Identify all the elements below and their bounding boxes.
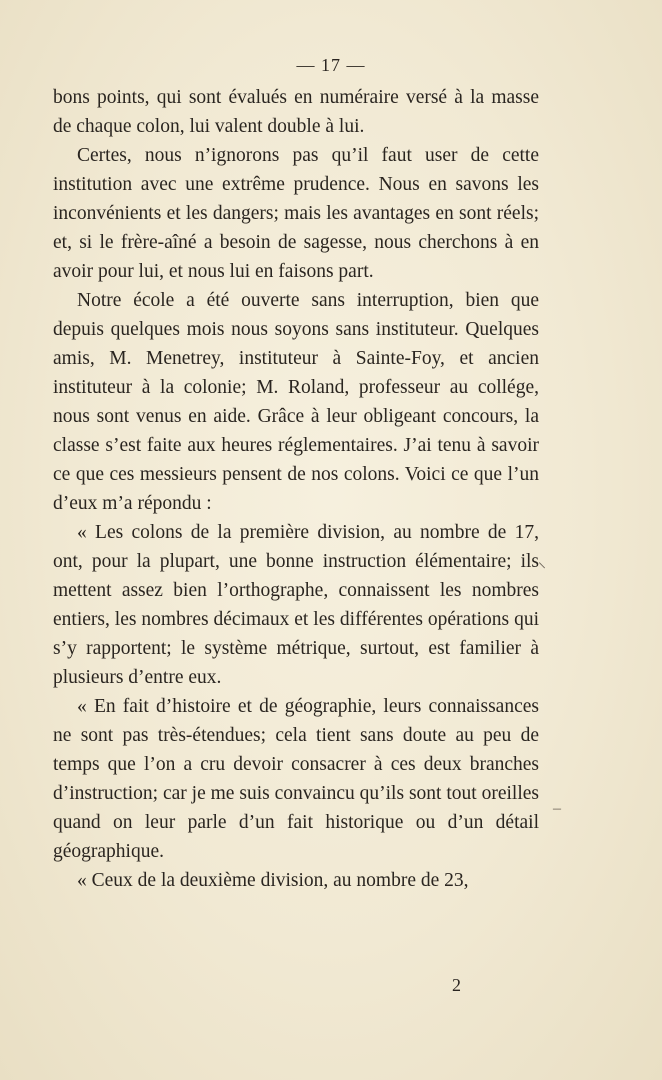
paragraph-4: « Les colons de la première division, au nombre de 17, ont, pour la plupart, une bonne instruction élémentaire; ils mettent assez bien l’orthographe, connaissent les nombres entiers, les nombres décimaux et les différentes opérations qui s’y rapportent; le système métrique, surtout, est familier à plusieurs d’entre eux. <box>53 522 539 688</box>
paragraph-2: Certes, nous n’ignorons pas qu’il faut user de cette institution avec une extrême prudence. Nous en savons les inconvénients et les dangers; mais les avantages en sont réels; et, si le frère-aîné a besoin de sagesse, nous cherchons à en avoir pour lui, et nous lui en faisons part. <box>53 145 539 282</box>
paragraph-6: « Ceux de la deuxième division, au nombre de 23, <box>77 870 469 891</box>
paragraph-3: Notre école a été ouverte sans interruption, bien que depuis quelques mois nous soyons sans instituteur. Quelques amis, M. Menetrey, instituteur à Sainte-Foy, et ancien instituteur à la colonie; M. Roland, professeur au collége, nous sont venus en aide. Grâce à leur obligeant concours, la classe s’est faite aux heures réglementaires. J’ai tenu à savoir ce que ces messieurs pensent de nos colons. Voici ce que l’un d’eux m’a répondu : <box>53 290 539 514</box>
body-text <box>53 83 539 895</box>
page-number: — 17 — <box>296 55 366 75</box>
paragraph-1: bons points, qui sont évalués en numéraire versé à la masse de chaque colon, lui valent double à lui. <box>53 87 539 137</box>
pencil-mark-icon: ⸜ <box>538 554 547 571</box>
signature-mark: 2 <box>452 975 461 995</box>
margin-dash-icon: – <box>553 800 561 817</box>
paragraph-5: « En fait d’histoire et de géographie, leurs connaissances ne sont pas très-étendues; cela tient sans doute au peu de temps que l’on a cru devoir consacrer à ces deux branches d’instruction; car je me suis convaincu qu’ils sont tout oreilles quand on leur parle d’un fait historique ou d’un détail géographique. <box>53 696 539 862</box>
